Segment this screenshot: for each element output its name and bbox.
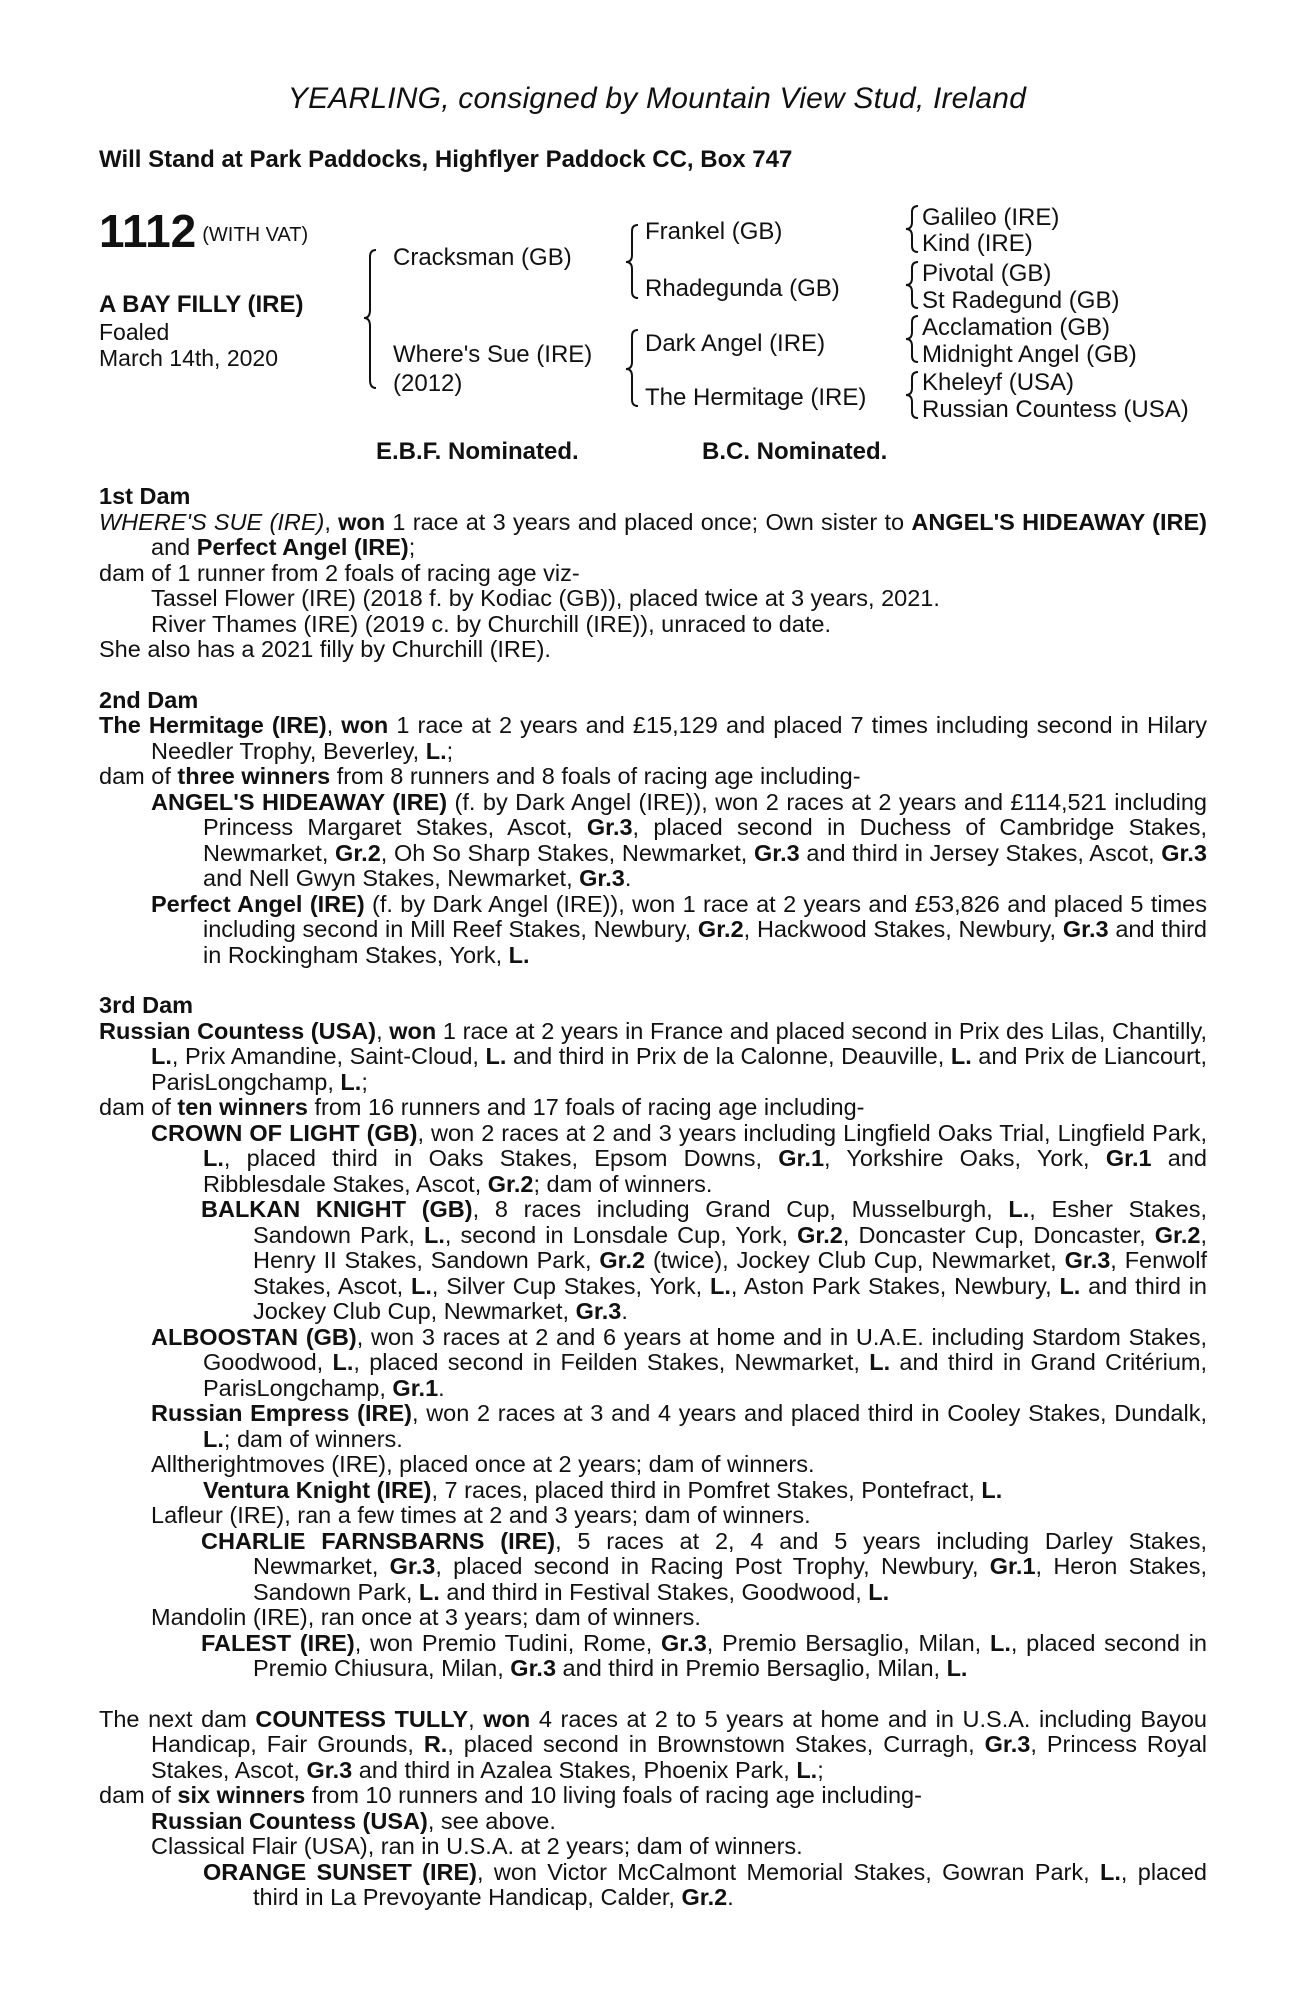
entry-balkan-knight: BALKAN KNIGHT (GB), 8 races including Grand Cup, Musselburgh, L., Esher Stakes, Sandown Park, L., second in Lonsdale Cup, York, Gr.2, Doncaster Cup, Doncaster, Gr.2, Henry II Stakes, Sandown Park, Gr.2 (twice), Jockey Club Cup, Newmarket, Gr.3, Fenwolf Stakes, Ascot, L., Silver Cup Stakes, York, L., Aston Park Stakes, Newbury, L. and third in Jockey Club Cup, Newmarket, Gr.3. bbox=[201, 1196, 1207, 1324]
second-dam-heading: 2nd Dam bbox=[99, 686, 199, 713]
entry-russian-empress: Russian Empress (IRE), won 2 races at 3 and 4 years and placed third in Cooley Stakes, Dundalk, L.; dam of winners. bbox=[151, 1400, 1207, 1452]
entry-ventura-knight: Ventura Knight (IRE), 7 races, placed third in Pomfret Stakes, Pontefract, L. bbox=[203, 1476, 1003, 1503]
bracket-dam-gen2 bbox=[626, 330, 638, 406]
pedigree-g3-3: Pivotal (GB) bbox=[922, 260, 1052, 287]
entry-classical-flair: Classical Flair (USA), ran in U.S.A. at 2 years; dam of winners. bbox=[151, 1833, 803, 1859]
bracket-sire-gen2 bbox=[626, 225, 638, 298]
entry-angels-hideaway: ANGEL'S HIDEAWAY (IRE) (f. by Dark Angel (IRE)), won 2 races at 2 years and £114,521 including Princess Margaret Stakes, Ascot, Gr.3, placed second in Duchess of Cambridge Stakes, Newmarket, Gr.2, Oh So Sharp Stakes, Newmarket, Gr.3 and third in Jersey Stakes, Ascot, Gr.3 and Nell Gwyn Stakes, Newmarket, Gr.3. bbox=[151, 788, 1208, 891]
pedigree-g3-5: Acclamation (GB) bbox=[922, 314, 1111, 341]
foaled-date: March 14th, 2020 bbox=[99, 345, 279, 371]
pedigree-dam-year: (2012) bbox=[393, 370, 463, 397]
pedigree-g3-4: St Radegund (GB) bbox=[922, 287, 1120, 314]
bracket-gen3-d bbox=[906, 372, 918, 418]
pedigree-notes bbox=[99, 484, 1207, 1911]
first-dam-also: She also has a 2021 filly by Churchill (IRE). bbox=[99, 636, 551, 662]
horse-description: A BAY FILLY (IRE) bbox=[99, 291, 304, 318]
pedigree-sire-dam: Rhadegunda (GB) bbox=[645, 275, 840, 302]
third-dam-produce-line: dam of ten winners from 16 runners and 17 foals of racing age including- bbox=[99, 1094, 865, 1120]
entry-mandolin: Mandolin (IRE), ran once at 3 years; dam of winners. bbox=[151, 1604, 701, 1630]
lot-number: 1112 bbox=[99, 205, 197, 257]
third-dam-heading: 3rd Dam bbox=[99, 992, 194, 1018]
pedigree-g3-1: Galileo (IRE) bbox=[922, 204, 1060, 231]
pedigree-dam: Where's Sue (IRE) bbox=[393, 341, 593, 368]
pedigree-sire-sire: Frankel (GB) bbox=[645, 218, 783, 245]
consignor-header: YEARLING, consigned by Mountain View Stud, Ireland bbox=[287, 82, 1027, 115]
first-dam-record: WHERE'S SUE (IRE), won 1 race at 3 years and placed once; Own sister to ANGEL'S HIDEAWAY (IRE) and Perfect Angel (IRE); bbox=[99, 508, 1207, 560]
stand-location: Will Stand at Park Paddocks, Highflyer Paddock CC, Box 747 bbox=[99, 146, 793, 173]
pedigree-g3-6: Midnight Angel (GB) bbox=[922, 341, 1137, 368]
first-dam-heading: 1st Dam bbox=[99, 483, 191, 509]
entry-lafleur: Lafleur (IRE), ran a few times at 2 and 3 years; dam of winners. bbox=[151, 1502, 811, 1528]
entry-russian-countess: Russian Countess (USA), see above. bbox=[151, 1807, 556, 1834]
bc-nominated: B.C. Nominated. bbox=[702, 438, 888, 465]
bracket-gen3-a bbox=[906, 206, 918, 252]
pedigree-g3-8: Russian Countess (USA) bbox=[922, 396, 1189, 423]
entry-alboostan: ALBOOSTAN (GB), won 3 races at 2 and 6 years at home and in U.A.E. including Stardom Stakes, Goodwood, L., placed second in Feilden Stakes, Newmarket, L. and third in Grand Critérium, ParisLongchamp, Gr.1. bbox=[151, 1323, 1208, 1401]
third-dam-record: Russian Countess (USA), won 1 race at 2 years in France and placed second in Prix des Lilas, Chantilly, L., Prix Amandine, Saint-Cloud, L. and third in Prix de la Calonne, Deauville, L. and Prix de Liancourt, ParisLongchamp, L.; bbox=[99, 1017, 1208, 1095]
pedigree-g3-2: Kind (IRE) bbox=[922, 230, 1033, 257]
entry-falest: FALEST (IRE), won Premio Tudini, Rome, Gr.3, Premio Bersaglio, Milan, L., placed second in Premio Chiusura, Milan, Gr.3 and third in Premio Bersaglio, Milan, L. bbox=[201, 1629, 1207, 1681]
entry-perfect-angel: Perfect Angel (IRE) (f. by Dark Angel (IRE)), won 1 race at 2 years and £53,826 and placed 5 times including second in Mill Reef Stakes, Newbury, Gr.2, Hackwood Stakes, Newbury, Gr.3 and third in Rockingham Stakes, York, L. bbox=[151, 890, 1208, 968]
bracket-gen3-b bbox=[906, 262, 918, 308]
pedigree-sire: Cracksman (GB) bbox=[393, 244, 572, 271]
first-dam-progeny-2: River Thames (IRE) (2019 c. by Churchill (IRE)), unraced to date. bbox=[151, 610, 832, 637]
second-dam-produce-line: dam of three winners from 8 runners and 8 foals of racing age including- bbox=[99, 763, 861, 789]
bracket-first-gen bbox=[364, 250, 376, 388]
second-dam-record: The Hermitage (IRE), won 1 race at 2 years and £15,129 and placed 7 times including second in Hilary Needler Trophy, Beverley, L.; bbox=[99, 712, 1208, 764]
entry-alltherightmoves: Alltherightmoves (IRE), placed once at 2 years; dam of winners. bbox=[151, 1451, 815, 1477]
foaled-label: Foaled bbox=[99, 319, 170, 345]
first-dam-progeny-1: Tassel Flower (IRE) (2018 f. by Kodiac (GB)), placed twice at 3 years, 2021. bbox=[151, 585, 940, 611]
entry-orange-sunset: ORANGE SUNSET (IRE), won Victor McCalmont Memorial Stakes, Gowran Park, L., placed third in La Prevoyante Handicap, Calder, Gr.2. bbox=[203, 1858, 1207, 1910]
ebf-nominated: E.B.F. Nominated. bbox=[376, 438, 579, 465]
entry-charlie-farnsbarns: CHARLIE FARNSBARNS (IRE), 5 races at 2, 4 and 5 years including Darley Stakes, Newmarket, Gr.3, placed second in Racing Post Trophy, Newbury, Gr.1, Heron Stakes, Sandown Park, L. and third in Festival Stakes, Goodwood, L. bbox=[201, 1527, 1207, 1605]
next-dam-record: The next dam COUNTESS TULLY, won 4 races at 2 to 5 years at home and in U.S.A. including Bayou Handicap, Fair Grounds, R., placed second in Brownstown Stakes, Curragh, Gr.3, Princess Royal Stakes, Ascot, Gr.3 and third in Azalea Stakes, Phoenix Park, L.; bbox=[99, 1705, 1208, 1783]
entry-crown-of-light: CROWN OF LIGHT (GB), won 2 races at 2 and 3 years including Lingfield Oaks Trial, Lingfield Park, L., placed third in Oaks Stakes, Epsom Downs, Gr.1, Yorkshire Oaks, York, Gr.1 and Ribblesdale Stakes, Ascot, Gr.2; dam of winners. bbox=[151, 1119, 1207, 1197]
next-dam-produce-line: dam of six winners from 10 runners and 10 living foals of racing age including- bbox=[99, 1782, 922, 1808]
pedigree-dam-sire: Dark Angel (IRE) bbox=[645, 330, 826, 357]
pedigree-dam-dam: The Hermitage (IRE) bbox=[645, 384, 867, 411]
bracket-gen3-c bbox=[906, 316, 918, 362]
first-dam-produce-line: dam of 1 runner from 2 foals of racing age viz- bbox=[99, 559, 580, 586]
vat-note: (WITH VAT) bbox=[202, 223, 309, 246]
pedigree-g3-7: Kheleyf (USA) bbox=[922, 369, 1075, 396]
